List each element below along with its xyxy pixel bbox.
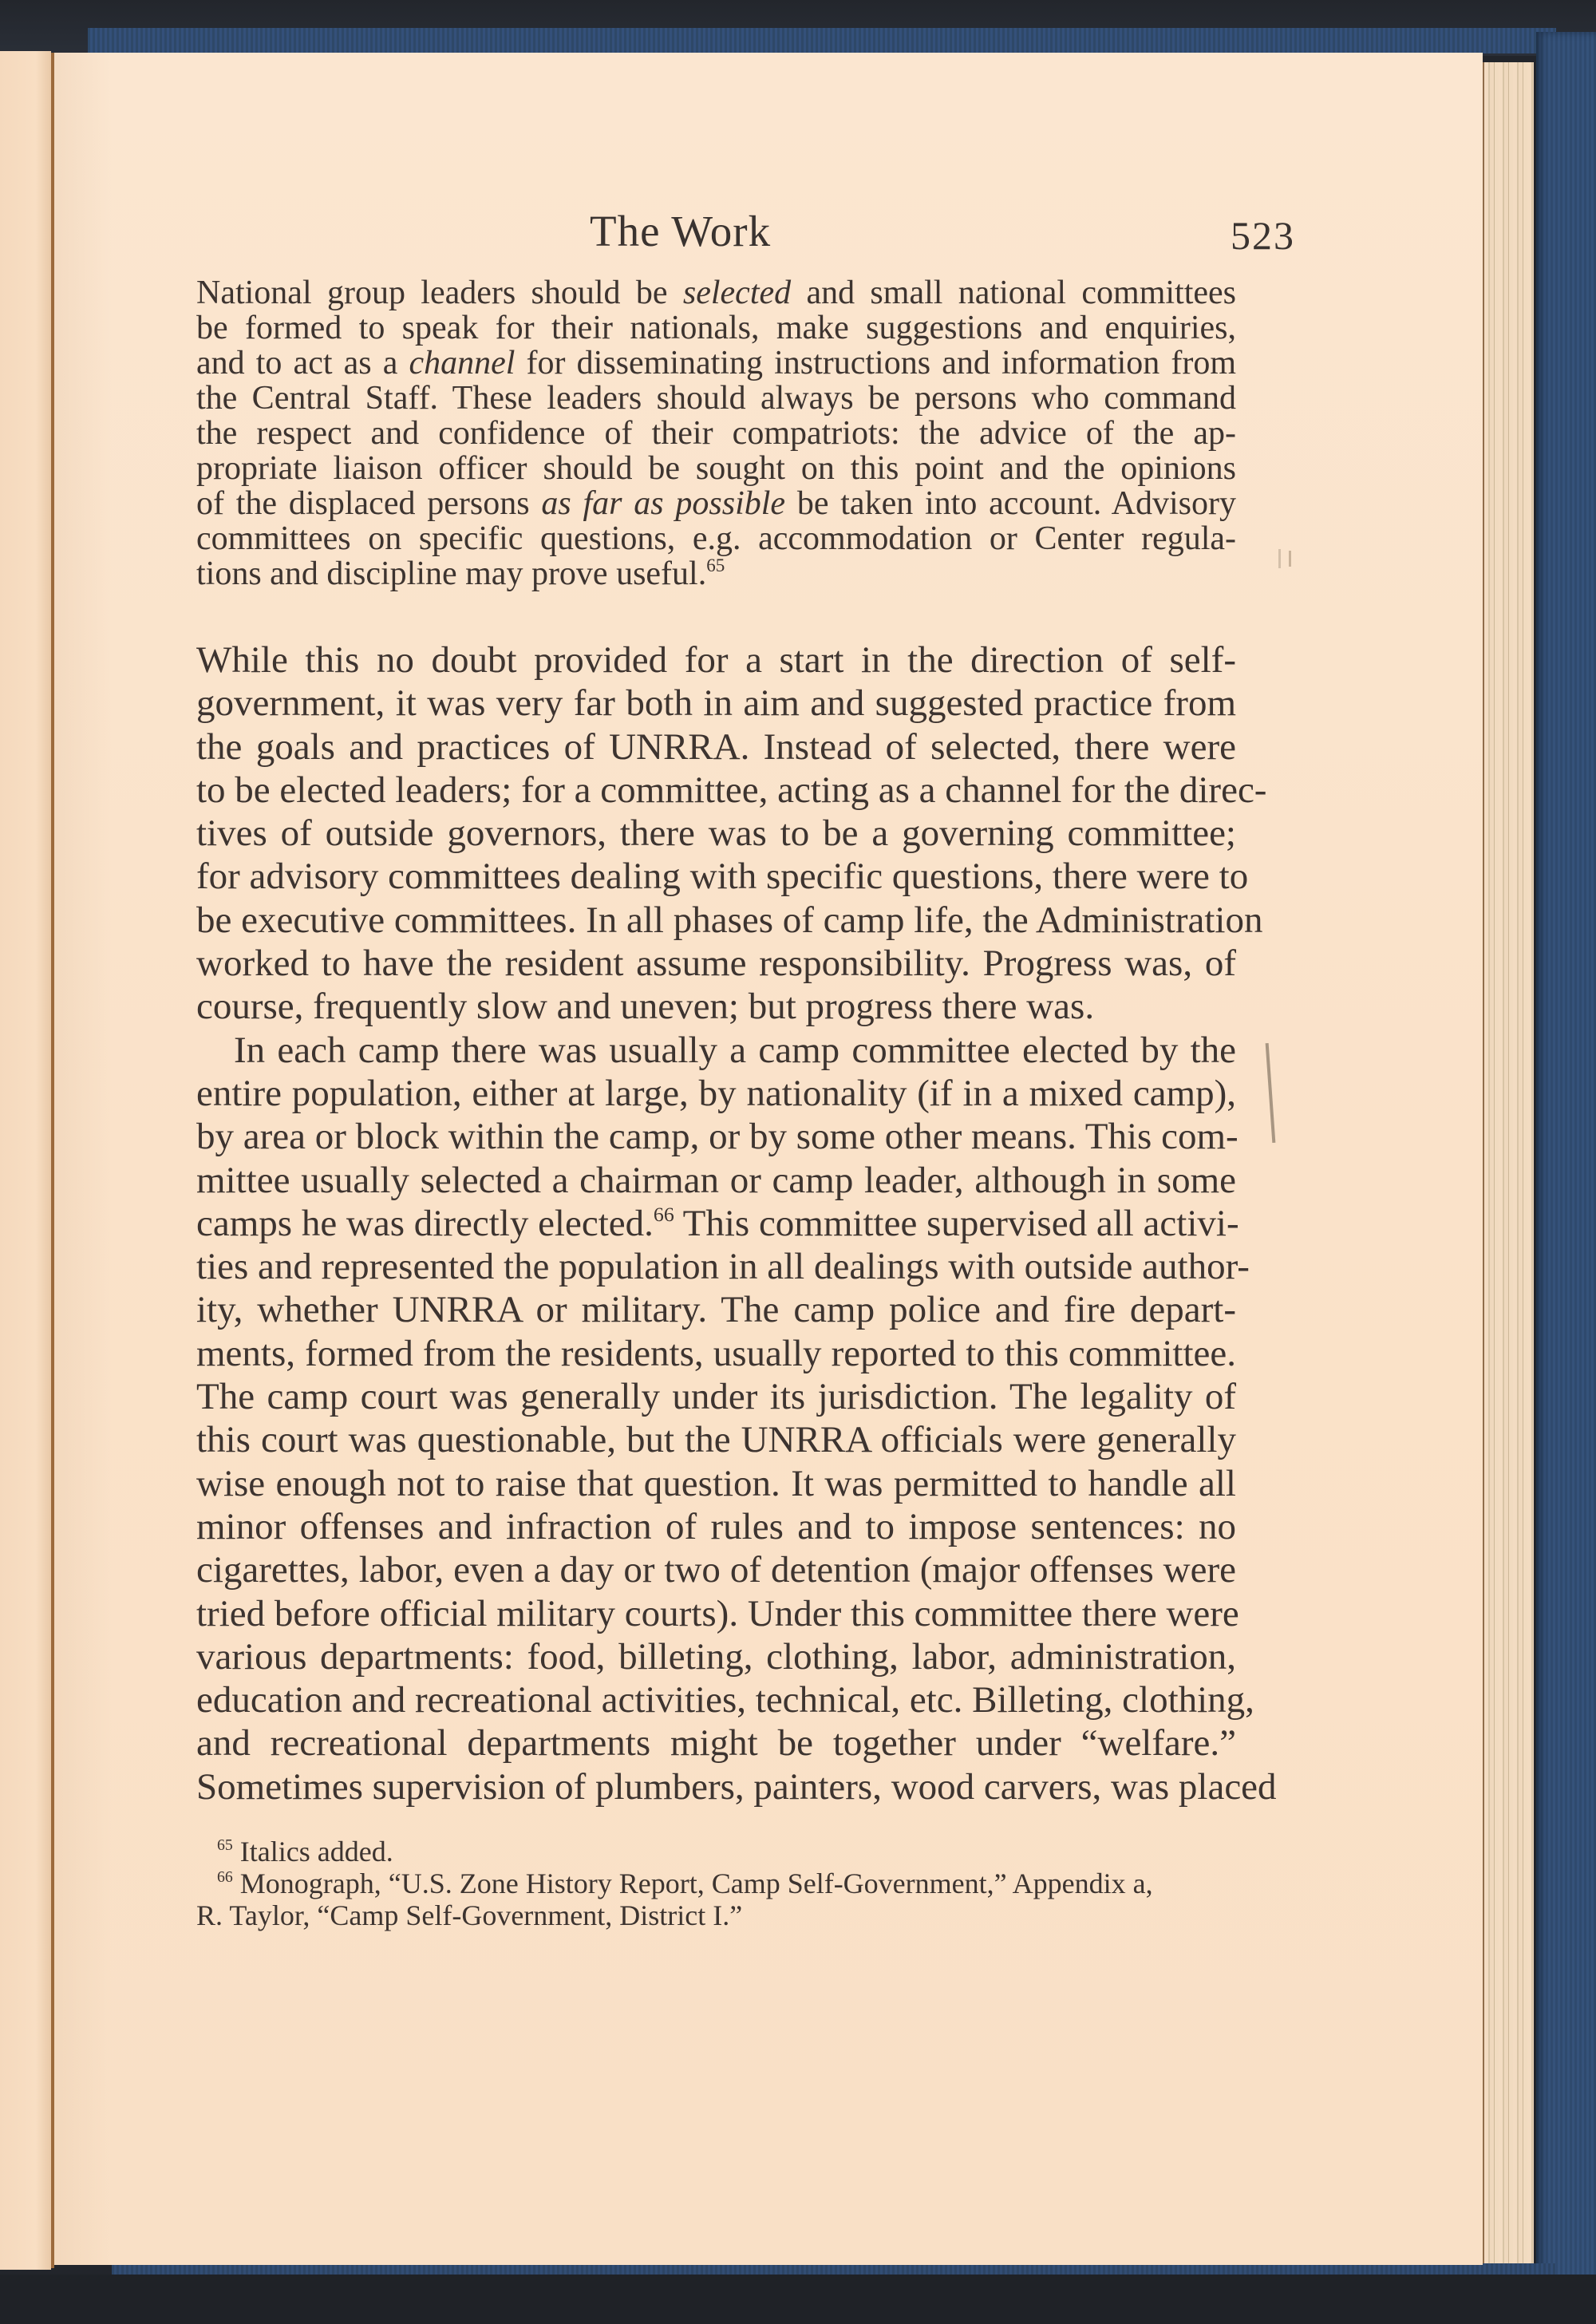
page-header <box>0 206 1596 262</box>
pencil-mark <box>1289 551 1291 567</box>
text-line: tried before official military courts). Under this committee there were <box>196 1592 1239 1634</box>
paragraph-2 <box>196 1029 1277 1808</box>
text-line: and recreational departments might be together under “welfare.” <box>196 1722 1236 1765</box>
text-line: for advisory committees dealing with specific questions, there were to <box>196 856 1249 898</box>
text-run: camps he was directly elected. <box>196 1202 654 1244</box>
text-run: This committee supervised all activi- <box>674 1202 1239 1244</box>
text-line: entire population, either at large, by nationality (if in a mixed camp), <box>196 1072 1236 1114</box>
text-line: In each camp there was usually a camp committee elected by the <box>234 1029 1236 1071</box>
text-line: this court was questionable, but the UNRRA officials were generally <box>196 1419 1236 1461</box>
text-line: to be elected leaders; for a committee, acting as a channel for the direc- <box>196 769 1267 811</box>
body-text <box>196 638 1277 1808</box>
text-line: be executive committees. In all phases of camp life, the Administration <box>196 899 1263 941</box>
text-line: wise enough not to raise that question. It was permitted to handle all <box>196 1462 1236 1504</box>
text-line <box>196 275 1236 310</box>
text-line <box>196 346 1236 381</box>
text-line: education and recreational activities, technical, etc. Billeting, clothing, <box>196 1679 1254 1721</box>
running-head: The Work <box>590 207 772 255</box>
text-line: course, frequently slow and uneven; but progress there was. <box>196 986 1095 1028</box>
italic-text: as far as possible <box>541 485 786 522</box>
text-line: cigarettes, labor, even a day or two of detention (major offenses were <box>196 1549 1236 1591</box>
text-line: ity, whether UNRRA or military. The camp police and fire depart- <box>196 1289 1236 1331</box>
text-line: the goals and practices of UNRRA. Instead of selected, there were <box>196 725 1236 768</box>
text-line <box>196 451 1236 486</box>
italic-text: selected <box>682 275 792 311</box>
text-line: by area or block within the camp, or by some other means. This com- <box>196 1116 1238 1158</box>
book-cover-top-edge <box>88 28 1556 53</box>
paragraph-1 <box>196 638 1267 1029</box>
text-run: National group leaders should be <box>196 275 683 311</box>
text-run: the Central Staff. These leaders should always be persons who command <box>196 380 1236 417</box>
text-line: tives of outside governors, there was to be a governing committee; <box>196 812 1236 855</box>
text-line <box>196 486 1236 521</box>
block-quotation <box>196 275 1236 591</box>
italic-text: channel <box>409 345 516 381</box>
footnote-number: 66 <box>217 1868 233 1887</box>
text-line: mittee usually selected a chairman or camp leader, although in some <box>196 1159 1236 1201</box>
footnote-66-continuation: R. Taylor, “Camp Self-Government, District I.” <box>196 1899 743 1931</box>
text-run: committees on specific questions, e.g. accommodation or Center regula- <box>196 520 1236 557</box>
text-line: The camp court was generally under its jurisdiction. The legality of <box>196 1376 1236 1418</box>
text-run: the respect and confidence of their compatriots: the advice of the ap- <box>196 415 1236 452</box>
footnote-reference: 65 <box>706 554 725 575</box>
text-line: minor offenses and infraction of rules and to impose sentences: no <box>196 1505 1236 1547</box>
text-run: for disseminating instructions and information from <box>515 345 1237 381</box>
text-line <box>196 521 1236 556</box>
text-line: government, it was very far both in aim and suggested practice from <box>196 682 1236 725</box>
book-cover-right-edge <box>1536 32 1596 2298</box>
extract-paragraph <box>196 275 1236 591</box>
text-run: and to act as a <box>196 345 409 381</box>
pencil-mark <box>1278 549 1281 568</box>
text-line: While this no doubt provided for a start in the direction of self- <box>196 639 1236 681</box>
footnote-number: 65 <box>217 1836 233 1855</box>
page-block-edges <box>1483 62 1534 2263</box>
text-run: propriate liaison officer should be sought on this point and the opinions <box>196 450 1236 487</box>
text-line <box>196 1202 1239 1245</box>
text-run: tions and discipline may prove useful. <box>196 555 707 592</box>
footnote-text: Italics added. <box>239 1836 393 1868</box>
text-run: be taken into account. Advisory <box>785 485 1236 522</box>
footnote-reference: 66 <box>653 1202 674 1226</box>
text-line <box>196 416 1236 451</box>
text-line <box>196 556 1236 591</box>
footnote-text: Monograph, “U.S. Zone History Report, Camp Self-Government,” Appendix a, <box>239 1868 1153 1899</box>
text-line: worked to have the resident assume responsibility. Progress was, of <box>196 943 1236 985</box>
page-number: 523 <box>1231 213 1295 258</box>
text-line: various departments: food, billeting, clothing, labor, administration, <box>196 1635 1236 1678</box>
footnote-65 <box>196 1836 1236 1868</box>
text-run: be formed to speak for their nationals, make suggestions and enquiries, <box>196 310 1236 346</box>
facing-page-edge <box>0 51 51 2270</box>
text-line: ties and represented the population in all dealings with outside author- <box>196 1246 1250 1288</box>
scan-background-bottom <box>0 2275 1596 2324</box>
text-line: ments, formed from the residents, usually reported to this committee. <box>196 1332 1236 1374</box>
text-run: of the displaced persons <box>196 485 542 522</box>
text-line <box>196 381 1236 416</box>
text-line <box>196 310 1236 346</box>
text-line: Sometimes supervision of plumbers, painters, wood carvers, was placed <box>196 1765 1277 1808</box>
text-run: and small national committees <box>791 275 1237 311</box>
footnote-66 <box>196 1868 1236 1899</box>
footnotes <box>196 1836 1236 1931</box>
